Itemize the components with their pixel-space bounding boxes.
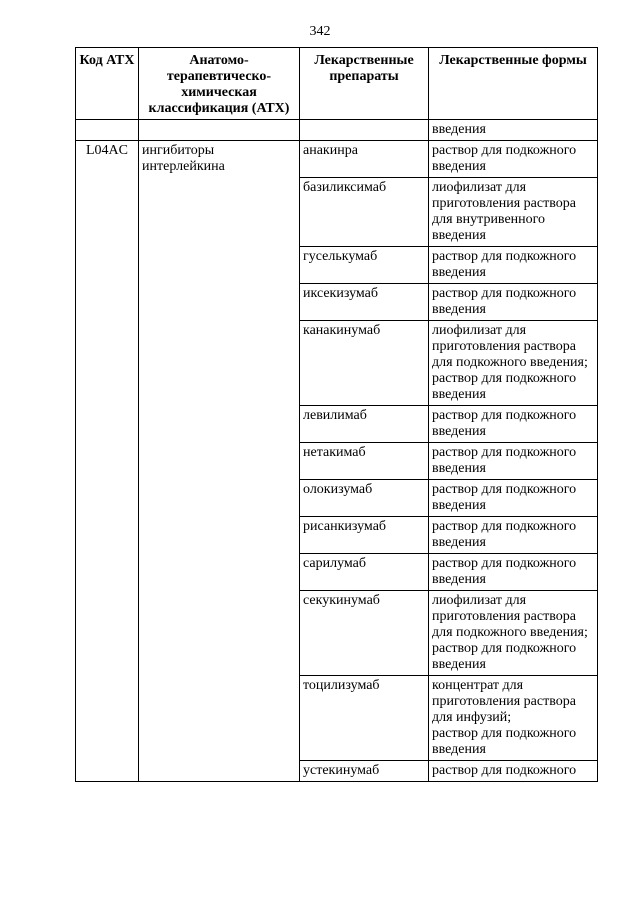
drug-name-cell: тоцилизумаб [300,676,429,761]
dosage-form-text: раствор для подкожного введения [432,445,577,476]
drug-name-cell: канакинумаб [300,321,429,406]
group-name-cell: ингибиторы интерлейкина [139,141,300,782]
dosage-form-text: раствор для подкожного введения [432,371,577,402]
dosage-form-text: раствор для подкожного введения [432,249,577,280]
drug-name-cell: устекинумаб [300,761,429,782]
dosage-form-text: лиофилизат для приготовления раствора для подкожного введения; [432,323,588,370]
header-forms: Лекарственные формы [429,48,598,120]
dosage-form-text: лиофилизат для приготовления раствора для подкожного введения; [432,593,588,640]
drug-name-cell: рисанкизумаб [300,517,429,554]
drug-name-cell: левилимаб [300,406,429,443]
dosage-form-cell [429,591,598,676]
atx-drug-table [75,47,598,782]
dosage-form-cell [429,443,598,480]
dosage-form-cell [429,247,598,284]
group-code-cell: L04AC [76,141,139,782]
dosage-form-cell [429,676,598,761]
drug-name-cell: гуселькумаб [300,247,429,284]
drug-name-cell: сарилумаб [300,554,429,591]
continuation-classification-cell [139,120,300,141]
drug-name-cell: нетакимаб [300,443,429,480]
dosage-form-cell [429,321,598,406]
drug-name-cell: иксекизумаб [300,284,429,321]
dosage-form-text: раствор для подкожного введения [432,143,577,174]
continuation-form-cell: введения [429,120,598,141]
dosage-form-cell [429,141,598,178]
dosage-form-text: раствор для подкожного введения [432,726,577,757]
header-classification: Анатомо-терапевтическо-химическая классификация (АТХ) [139,48,300,120]
table-header-row [76,48,598,120]
continuation-row [76,120,598,141]
header-code: Код АТХ [76,48,139,120]
dosage-form-cell [429,406,598,443]
dosage-form-cell [429,761,598,782]
dosage-form-cell [429,554,598,591]
dosage-form-cell [429,284,598,321]
dosage-form-text: концентрат для приготовления раствора для инфузий; [432,678,576,725]
continuation-code-cell [76,120,139,141]
dosage-form-cell [429,480,598,517]
drug-name-cell: олокизумаб [300,480,429,517]
dosage-form-text: раствор для подкожного [432,763,577,778]
drug-name-cell: секукинумаб [300,591,429,676]
page-number: 342 [309,24,331,39]
dosage-form-text: раствор для подкожного введения [432,286,577,317]
dosage-form-text: раствор для подкожного введения [432,408,577,439]
header-drugs: Лекарственные препараты [300,48,429,120]
dosage-form-cell [429,178,598,247]
continuation-drug-cell [300,120,429,141]
table-row [76,141,598,178]
dosage-form-text: раствор для подкожного введения [432,519,577,550]
drug-name-cell: базиликсимаб [300,178,429,247]
dosage-form-cell [429,517,598,554]
dosage-form-text: раствор для подкожного введения [432,482,577,513]
dosage-form-text: лиофилизат для приготовления раствора для внутривенного введения [432,180,576,243]
drug-name-cell: анакинра [300,141,429,178]
dosage-form-text: раствор для подкожного введения [432,556,577,587]
dosage-form-text: раствор для подкожного введения [432,641,577,672]
